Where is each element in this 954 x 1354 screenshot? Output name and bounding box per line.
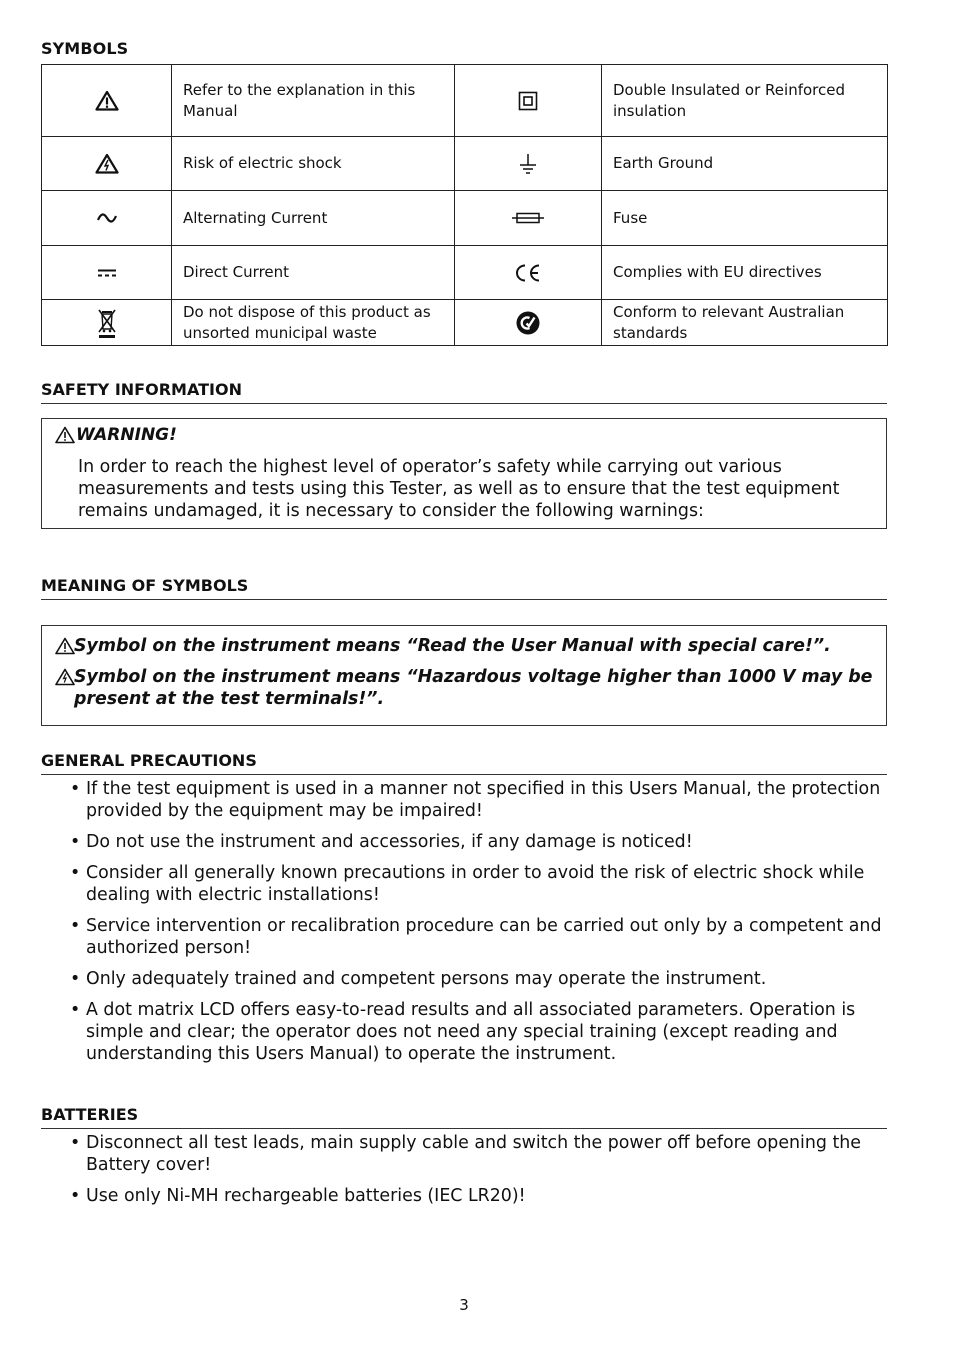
weee-bin-icon xyxy=(98,307,116,339)
symbols-table xyxy=(41,64,888,346)
symbols-row xyxy=(42,191,888,246)
alternating-current-icon xyxy=(96,213,118,223)
electric-shock-icon xyxy=(55,668,75,686)
symbol-description: Risk of electric shock xyxy=(172,137,455,191)
symbol-description: Alternating Current xyxy=(172,191,455,246)
warning-title xyxy=(55,425,177,445)
warning-triangle-icon xyxy=(95,90,119,111)
warning-box xyxy=(41,418,887,529)
symbol-description: Direct Current xyxy=(172,246,455,300)
symbol-cell xyxy=(42,191,172,246)
symbol-cell xyxy=(455,65,602,137)
symbols-row xyxy=(42,246,888,300)
list-item: • A dot matrix LCD offers easy-to-read results and all associated parameters. Operation is simple and clear; the operator does not need any special training (except reading and understanding this Users Manual) to operate the instrument. xyxy=(70,999,890,1065)
symbol-cell xyxy=(42,137,172,191)
symbol-description: Conform to relevant Australian standards xyxy=(602,300,888,346)
symbols-row xyxy=(42,300,888,346)
symbol-cell xyxy=(42,246,172,300)
meaning-item xyxy=(55,635,880,657)
list-item: • Consider all generally known precautions in order to avoid the risk of electric shock while dealing with electric installations! xyxy=(70,862,890,906)
warning-label: WARNING! xyxy=(76,425,177,445)
symbol-cell xyxy=(455,191,602,246)
safety-information-heading: SAFETY INFORMATION xyxy=(41,380,887,404)
symbol-cell xyxy=(455,246,602,300)
warning-text: In order to reach the highest level of operator’s safety while carrying out various measurements and tests using this Tester, as well as to ensure that the test equipment remains undamaged, it is necessary to consider the following warnings: xyxy=(78,457,840,521)
batteries-heading: BATTERIES xyxy=(41,1105,887,1129)
batteries-list xyxy=(70,1132,890,1216)
double-insulation-icon xyxy=(518,91,538,111)
list-item: • Only adequately trained and competent persons may operate the instrument. xyxy=(70,968,890,990)
earth-ground-icon xyxy=(518,153,538,175)
list-item: • Use only Ni-MH rechargeable batteries (IEC LR20)! xyxy=(70,1185,890,1207)
symbol-description: Do not dispose of this product as unsorted municipal waste xyxy=(172,300,455,346)
direct-current-icon xyxy=(97,268,117,278)
symbols-row xyxy=(42,65,888,137)
symbol-description: Complies with EU directives xyxy=(602,246,888,300)
precautions-list xyxy=(70,778,890,1074)
general-precautions-heading: GENERAL PRECAUTIONS xyxy=(41,751,887,775)
symbol-cell xyxy=(455,300,602,346)
meaning-box xyxy=(41,625,887,726)
fuse-icon xyxy=(512,212,544,224)
meaning-text: Symbol on the instrument means “Hazardous voltage higher than 1000 V may be present at the test terminals!”. xyxy=(74,667,873,709)
symbol-description: Refer to the explanation in this Manual xyxy=(172,65,455,137)
meaning-of-symbols-heading: MEANING OF SYMBOLS xyxy=(41,576,887,600)
symbol-description: Double Insulated or Reinforced insulation xyxy=(602,65,888,137)
c-tick-icon xyxy=(516,311,540,335)
symbols-heading: SYMBOLS xyxy=(41,39,129,58)
warning-triangle-icon xyxy=(55,637,75,655)
symbol-description: Earth Ground xyxy=(602,137,888,191)
ce-mark-icon xyxy=(514,263,542,283)
symbols-row xyxy=(42,137,888,191)
list-item: • Disconnect all test leads, main supply cable and switch the power off before opening the Battery cover! xyxy=(70,1132,890,1176)
electric-shock-icon xyxy=(95,153,119,174)
list-item: • If the test equipment is used in a manner not specified in this Users Manual, the protection provided by the equipment may be impaired! xyxy=(70,778,890,822)
symbol-cell xyxy=(455,137,602,191)
page-number: 3 xyxy=(459,1296,469,1314)
symbol-description: Fuse xyxy=(602,191,888,246)
warning-triangle-icon xyxy=(55,426,75,444)
symbol-cell xyxy=(42,300,172,346)
meaning-text: Symbol on the instrument means “Read the User Manual with special care!”. xyxy=(74,636,831,656)
list-item: • Do not use the instrument and accessories, if any damage is noticed! xyxy=(70,831,890,853)
meaning-item xyxy=(55,666,880,710)
list-item: • Service intervention or recalibration procedure can be carried out only by a competent and authorized person! xyxy=(70,915,890,959)
symbol-cell xyxy=(42,65,172,137)
